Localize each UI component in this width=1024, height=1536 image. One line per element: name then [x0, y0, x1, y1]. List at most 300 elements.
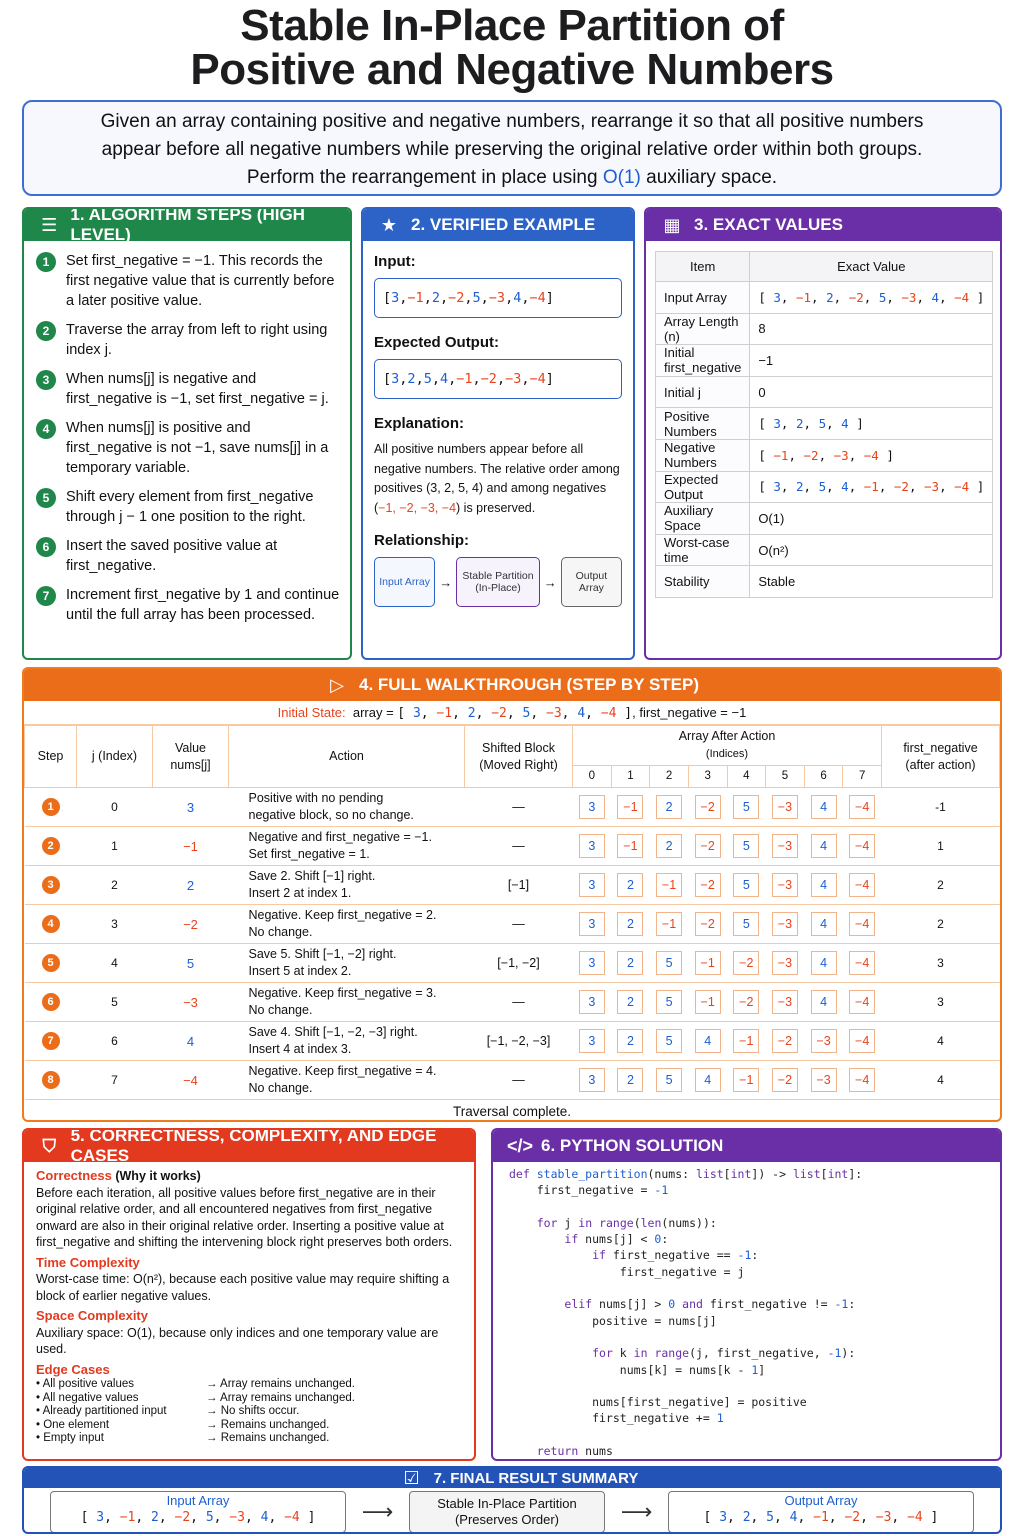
- step-text: Increment first_negative by 1 and continue until the full array has been processed.: [66, 587, 340, 623]
- array-cell: [766, 1022, 805, 1061]
- array-value: 4: [811, 834, 837, 858]
- array-cell: [843, 1061, 882, 1100]
- array-cell: [650, 1061, 689, 1100]
- step-cell: [25, 827, 77, 866]
- index-header: 0: [573, 766, 612, 788]
- table-row: [25, 905, 1000, 944]
- action-line: No change.: [248, 1003, 313, 1017]
- step-item: [36, 251, 340, 311]
- array-value: −3: [924, 479, 940, 495]
- final-output-label: Output Array: [784, 1493, 858, 1508]
- action-line: Negative. Keep first_negative = 2.: [248, 908, 437, 922]
- step-number: 5: [36, 488, 56, 508]
- array-cell: [688, 866, 727, 905]
- array-cell: [650, 788, 689, 827]
- index-header: 5: [766, 766, 805, 788]
- step-text: Traverse the array from left to right using index j.: [66, 322, 328, 358]
- table-row: [656, 534, 993, 566]
- output-label: Expected Output:: [374, 334, 500, 351]
- array-value: 4: [811, 873, 837, 897]
- array-value: 2: [431, 290, 440, 306]
- array-value: 2: [795, 479, 804, 495]
- table-row: [656, 408, 993, 440]
- step-cell: [25, 866, 77, 905]
- array-value: −4: [849, 951, 875, 975]
- action-cell: [229, 1022, 465, 1061]
- first-negative-cell: 1: [882, 827, 1000, 866]
- first-negative-cell: 4: [882, 1022, 1000, 1061]
- value-cell: O(1): [750, 503, 993, 535]
- array-value: 3: [719, 1510, 728, 1525]
- final-input-box: [50, 1491, 346, 1533]
- array-value: −2: [695, 912, 721, 936]
- array-cell: [688, 1061, 727, 1100]
- array-value: 3: [773, 416, 781, 432]
- panel-header: [646, 209, 1000, 241]
- array-value: −4: [954, 479, 970, 495]
- array-cell: [611, 983, 650, 1022]
- array-cell: [804, 944, 843, 983]
- array-value: 4: [695, 1068, 721, 1092]
- shifted-cell: —: [465, 827, 573, 866]
- value-cell: 0: [750, 376, 993, 408]
- array-cell: [573, 1022, 612, 1061]
- array-cell: [843, 983, 882, 1022]
- header-line: Value: [174, 740, 207, 755]
- array-value: 4: [841, 416, 849, 432]
- array-cell: [650, 905, 689, 944]
- array-value: −2: [174, 1510, 191, 1525]
- header-line: (Moved Right): [479, 757, 558, 772]
- edge-case: • All negative values: [36, 1391, 139, 1404]
- action-line: Negative and first_negative = −1.: [248, 830, 432, 844]
- intro-space-bound: O(1): [602, 167, 641, 188]
- item-cell: Initial first_negative: [656, 345, 750, 377]
- action-cell: [229, 788, 465, 827]
- array-cell: [843, 1022, 882, 1061]
- index-header: 2: [650, 766, 689, 788]
- step-number: 2: [36, 321, 56, 341]
- walkthrough-complete: Traversal complete.: [452, 1104, 572, 1119]
- array-cell: [766, 866, 805, 905]
- array-cell: [804, 1022, 843, 1061]
- array-cell: [688, 983, 727, 1022]
- array-value: 3: [579, 912, 605, 936]
- array-value: −4: [954, 289, 970, 305]
- array-value: −1: [733, 1029, 759, 1053]
- check-box-icon: ☑: [403, 1467, 420, 1488]
- panel-title: 4. FULL WALKTHROUGH (STEP BY STEP): [358, 675, 700, 694]
- array-value: 3: [579, 834, 605, 858]
- panel-header: [24, 669, 1000, 701]
- table-row: [656, 376, 993, 408]
- array-value: −2: [772, 1029, 798, 1053]
- column-header: j (Index): [77, 726, 153, 788]
- array-value: 2: [742, 1510, 751, 1525]
- action-line: Insert 4 at index 3.: [248, 1042, 352, 1056]
- arrow-right-icon: ⟶: [361, 1499, 394, 1524]
- python-solution-panel: [491, 1128, 1002, 1461]
- initial-state: Initial State: array = [ 3, −1, 2, −2, 5, −3, 4, −4 ], first_negative = −1: [24, 701, 1000, 725]
- array-value: −2: [733, 990, 759, 1014]
- action-line: Negative. Keep first_negative = 3.: [248, 986, 437, 1000]
- step-badge: 2: [42, 837, 60, 855]
- step-cell: [25, 905, 77, 944]
- array-value: −3: [229, 1510, 245, 1525]
- step-text: Insert the saved positive value at first_negative.: [66, 538, 278, 574]
- array-value: −1: [656, 912, 682, 936]
- correctness-subheading: (Why it works): [111, 1169, 201, 1183]
- first-negative-cell: 4: [882, 1061, 1000, 1100]
- array-cell: [573, 788, 612, 827]
- array-cell: [611, 1022, 650, 1061]
- item-cell: Input Array: [656, 282, 750, 314]
- array-cell: [611, 1061, 650, 1100]
- array-cell: [573, 905, 612, 944]
- array-value: 5: [818, 416, 827, 432]
- step-badge: 6: [42, 993, 60, 1011]
- value-cell: 2: [153, 866, 229, 905]
- step-item: [36, 320, 340, 360]
- array-value: 5: [733, 795, 759, 819]
- index-cell: 2: [77, 866, 153, 905]
- correctness-panel: [22, 1128, 476, 1461]
- panel-header: [24, 1128, 474, 1165]
- array-value: −3: [875, 1510, 892, 1525]
- index-header: 3: [688, 766, 727, 788]
- array-value: 5: [818, 479, 827, 495]
- action-cell: [229, 905, 465, 944]
- column-header: Item: [656, 252, 750, 282]
- array-cell: [688, 1022, 727, 1061]
- panel-title: 6. PYTHON SOLUTION: [541, 1136, 724, 1155]
- array-value: 4: [811, 912, 837, 936]
- item-cell: Positive Numbers: [656, 408, 750, 440]
- value-cell: 8: [750, 313, 993, 345]
- exact-values-panel: [644, 207, 1002, 660]
- array-cell: [611, 866, 650, 905]
- title-line-1: Stable In-Place Partition of: [240, 1, 784, 50]
- walkthrough-table: [24, 725, 1000, 1100]
- array-cell: [573, 983, 612, 1022]
- header-line: nums[j]: [170, 757, 211, 772]
- action-cell: [229, 827, 465, 866]
- item-cell: Initial j: [656, 376, 750, 408]
- play-icon: ▷: [330, 674, 344, 695]
- correctness-heading: Correctness: [36, 1168, 112, 1183]
- array-value: −1: [795, 289, 812, 305]
- index-cell: 3: [77, 905, 153, 944]
- table-row: [25, 1061, 1000, 1100]
- array-value: −2: [448, 290, 465, 306]
- first-negative-cell: 2: [882, 905, 1000, 944]
- header-line: Array After Action: [678, 729, 776, 743]
- table-row: [25, 866, 1000, 905]
- first-negative-cell: 3: [882, 944, 1000, 983]
- panel-title: 7. FINAL RESULT SUMMARY: [433, 1469, 639, 1487]
- final-input-label: Input Array: [166, 1493, 230, 1508]
- value-cell: −2: [153, 905, 229, 944]
- array-value: −3: [901, 289, 917, 305]
- array-cell: [804, 866, 843, 905]
- rel-process-label: Stable Partition: [462, 570, 534, 582]
- explanation-part: All positive numbers appear before all negative numbers. The relative order among positives (3, 2, 5, 4) and among negatives (: [374, 442, 620, 515]
- panel-title: 5. CORRECTNESS, COMPLEXITY, AND EDGE CASES: [70, 1128, 437, 1165]
- index-cell: 6: [77, 1022, 153, 1061]
- array-value: −4: [849, 795, 875, 819]
- panel-header: [493, 1130, 1000, 1162]
- array-cell: [611, 827, 650, 866]
- array-cell: [843, 866, 882, 905]
- walkthrough-panel: [22, 667, 1002, 1122]
- array-value: −3: [488, 290, 506, 306]
- code-block: def stable_partition(nums: list[int]) -> list[int]: first_negative = -1 for j in range(len(nums)): if nums[j] < 0: if first_negative == -1: first_negative = j elif nums[j] > 0 and first_negative != -1: positive = nums[j] for k in range(j, first_negative, -1): nums[k] = nums[k - 1] nums[first_negative] = positive first_negative += 1 return nums: [509, 1167, 863, 1459]
- array-value: −3: [811, 1068, 837, 1092]
- value-cell: −4: [153, 1061, 229, 1100]
- edge-case: • Empty input: [36, 1432, 104, 1444]
- final-input-array: [ 3, −1, 2, −2, 5, −3, 4, −4 ]: [80, 1510, 316, 1525]
- array-value: −1: [436, 706, 453, 721]
- array-value: 5: [766, 1510, 774, 1525]
- array-value: −4: [849, 1068, 875, 1092]
- array-value: 3: [773, 289, 781, 305]
- array-cell: [727, 1061, 766, 1100]
- action-line: Positive with no pending: [248, 791, 384, 805]
- array-value: −2: [772, 1068, 798, 1092]
- action-line: Save 2. Shift [−1] right.: [248, 869, 376, 883]
- problem-statement: [22, 100, 1002, 196]
- column-header: [153, 726, 229, 788]
- array-cell: [611, 905, 650, 944]
- table-row: [25, 983, 1000, 1022]
- array-value: 5: [733, 873, 759, 897]
- table-row: [656, 282, 993, 314]
- array-value: −4: [849, 912, 875, 936]
- step-text: When nums[j] is positive and first_negative is not −1, save nums[j] in a temporary variable.: [66, 420, 329, 476]
- array-value: −2: [695, 873, 721, 897]
- array-value: −2: [844, 1510, 861, 1525]
- explanation-part: ) is preserved.: [456, 500, 536, 515]
- array-value: 2: [617, 990, 643, 1014]
- array-value: −3: [772, 834, 798, 858]
- array-value: 5: [472, 290, 481, 306]
- array-value: −4: [907, 1510, 923, 1525]
- array-value: −4: [849, 1029, 875, 1053]
- array-cell: [650, 827, 689, 866]
- array-value: 2: [617, 873, 643, 897]
- value-cell: Stable: [750, 566, 993, 598]
- value-cell: [ −1, −2, −3, −4 ]: [750, 439, 993, 471]
- array-value: 2: [407, 371, 416, 387]
- array-value: −2: [733, 951, 759, 975]
- panel-title: 3. EXACT VALUES: [694, 215, 843, 234]
- edge-heading: Edge Cases: [36, 1361, 110, 1377]
- verified-example-panel: [361, 207, 635, 660]
- final-summary-panel: [22, 1466, 1002, 1534]
- array-value: −2: [893, 479, 909, 495]
- array-value: 2: [656, 834, 682, 858]
- rel-process-box: [456, 557, 540, 607]
- first-negative-cell: -1: [882, 788, 1000, 827]
- column-header: [573, 726, 882, 766]
- array-cell: [573, 944, 612, 983]
- edge-case: • One element: [36, 1418, 110, 1431]
- array-value: 4: [811, 990, 837, 1014]
- table-row: [25, 944, 1000, 983]
- arrow-right-icon: →: [543, 574, 557, 590]
- array-cell: [573, 1061, 612, 1100]
- explanation-negatives: −1, −2, −3, −4: [378, 500, 457, 515]
- array-value: 5: [878, 289, 887, 305]
- algorithm-steps-panel: [22, 207, 352, 660]
- edge-case: • Already partitioned input: [36, 1405, 167, 1417]
- page-title: [0, 1, 1024, 94]
- action-line: Insert 5 at index 2.: [248, 964, 352, 978]
- action-line: Save 4. Shift [−1, −2, −3] right.: [248, 1025, 418, 1039]
- action-cell: [229, 944, 465, 983]
- array-value: 3: [579, 873, 605, 897]
- step-cell: [25, 1022, 77, 1061]
- panel-header: [363, 209, 633, 241]
- item-cell: Worst-case time: [656, 534, 750, 566]
- array-value: −4: [600, 706, 617, 721]
- header-line: (Indices): [705, 748, 749, 760]
- array-value: 4: [439, 371, 449, 387]
- array-value: −2: [480, 371, 497, 387]
- array-cell: [804, 1061, 843, 1100]
- array-value: −2: [803, 447, 819, 463]
- value-cell: 3: [153, 788, 229, 827]
- array-cell: [573, 827, 612, 866]
- action-line: negative block, so no change.: [248, 808, 414, 822]
- array-value: 4: [513, 290, 522, 306]
- explanation-label: Explanation:: [374, 415, 465, 432]
- arrow-right-icon: →: [439, 574, 453, 590]
- array-cell: [650, 983, 689, 1022]
- explanation-text: [374, 440, 622, 518]
- array-value: 4: [695, 1029, 721, 1053]
- array-value: 5: [423, 371, 432, 387]
- table-row: [25, 788, 1000, 827]
- array-value: 5: [522, 706, 531, 721]
- array-cell: [804, 788, 843, 827]
- action-cell: [229, 866, 465, 905]
- relationship-diagram: [374, 557, 622, 607]
- array-value: 3: [391, 290, 400, 306]
- star-icon: ★: [380, 214, 398, 235]
- array-cell: [688, 827, 727, 866]
- array-value: 5: [656, 1068, 682, 1092]
- step-number: 4: [36, 419, 56, 439]
- array-value: 3: [579, 795, 605, 819]
- array-value: −1: [773, 447, 789, 463]
- step-badge: 5: [42, 954, 60, 972]
- array-value: 5: [656, 990, 682, 1014]
- item-cell: Negative Numbers: [656, 439, 750, 471]
- array-cell: [727, 905, 766, 944]
- panel-title: 2. VERIFIED EXAMPLE: [411, 215, 596, 234]
- step-cell: [25, 788, 77, 827]
- array-value: 3: [579, 1068, 605, 1092]
- space-text: Auxiliary space: O(1), because only indices and one temporary value are used.: [36, 1325, 439, 1356]
- array-value: 3: [391, 371, 400, 387]
- table-row: [656, 503, 993, 535]
- array-value: −3: [772, 912, 798, 936]
- exact-values-table: [655, 251, 993, 598]
- item-cell: Auxiliary Space: [656, 503, 750, 535]
- array-value: −3: [772, 990, 798, 1014]
- item-cell: Array Length (n): [656, 313, 750, 345]
- edge-result: → Array remains unchanged.: [206, 1391, 355, 1404]
- value-cell: 4: [153, 1022, 229, 1061]
- array-cell: [843, 788, 882, 827]
- index-cell: 5: [77, 983, 153, 1022]
- index-cell: 4: [77, 944, 153, 983]
- shifted-cell: —: [465, 1061, 573, 1100]
- array-cell: [727, 788, 766, 827]
- step-cell: [25, 983, 77, 1022]
- array-cell: [804, 983, 843, 1022]
- shifted-cell: [−1, −2, −3]: [465, 1022, 573, 1061]
- header-line: Shifted Block: [482, 740, 555, 755]
- array-cell: [688, 905, 727, 944]
- rel-process-sub: (In-Place): [475, 582, 521, 594]
- step-number: 1: [36, 252, 56, 272]
- array-value: −4: [863, 447, 879, 463]
- array-value: −4: [849, 834, 875, 858]
- table-row: [656, 471, 993, 503]
- array-cell: [727, 866, 766, 905]
- step-text: Set first_negative = −1. This records the first negative value that is currently before a later positive value.: [66, 253, 335, 309]
- array-value: −4: [284, 1510, 300, 1525]
- array-value: 3: [579, 951, 605, 975]
- value-cell: −3: [153, 983, 229, 1022]
- array-value: 2: [656, 795, 682, 819]
- array-value: −1: [617, 834, 643, 858]
- shield-check-icon: ⛉: [42, 1135, 57, 1156]
- relationship-label: Relationship:: [374, 532, 470, 549]
- value-cell: O(n²): [750, 534, 993, 566]
- array-value: −3: [811, 1029, 837, 1053]
- array-value: 4: [577, 706, 586, 721]
- index-cell: 0: [77, 788, 153, 827]
- array-cell: [727, 983, 766, 1022]
- list-icon: ☰: [41, 214, 58, 235]
- array-value: −3: [772, 795, 798, 819]
- step-cell: [25, 1061, 77, 1100]
- intro-text-end: auxiliary space.: [640, 167, 778, 188]
- array-cell: [766, 944, 805, 983]
- array-value: 4: [841, 479, 849, 495]
- array-value: −1: [617, 795, 643, 819]
- array-cell: [843, 944, 882, 983]
- panel-title: 1. ALGORITHM STEPS (HIGH LEVEL): [70, 207, 305, 244]
- step-number: 3: [36, 370, 56, 390]
- index-header: 1: [611, 766, 650, 788]
- array-value: −4: [849, 990, 875, 1014]
- array-value: 4: [811, 951, 837, 975]
- array-value: −2: [695, 834, 721, 858]
- index-cell: 7: [77, 1061, 153, 1100]
- item-cell: Expected Output: [656, 471, 750, 503]
- array-value: 2: [617, 912, 643, 936]
- array-value: −2: [695, 795, 721, 819]
- step-item: [36, 585, 340, 625]
- array-value: 5: [656, 1029, 682, 1053]
- array-value: −4: [529, 371, 546, 387]
- final-output-box: [668, 1491, 974, 1533]
- table-row: [25, 827, 1000, 866]
